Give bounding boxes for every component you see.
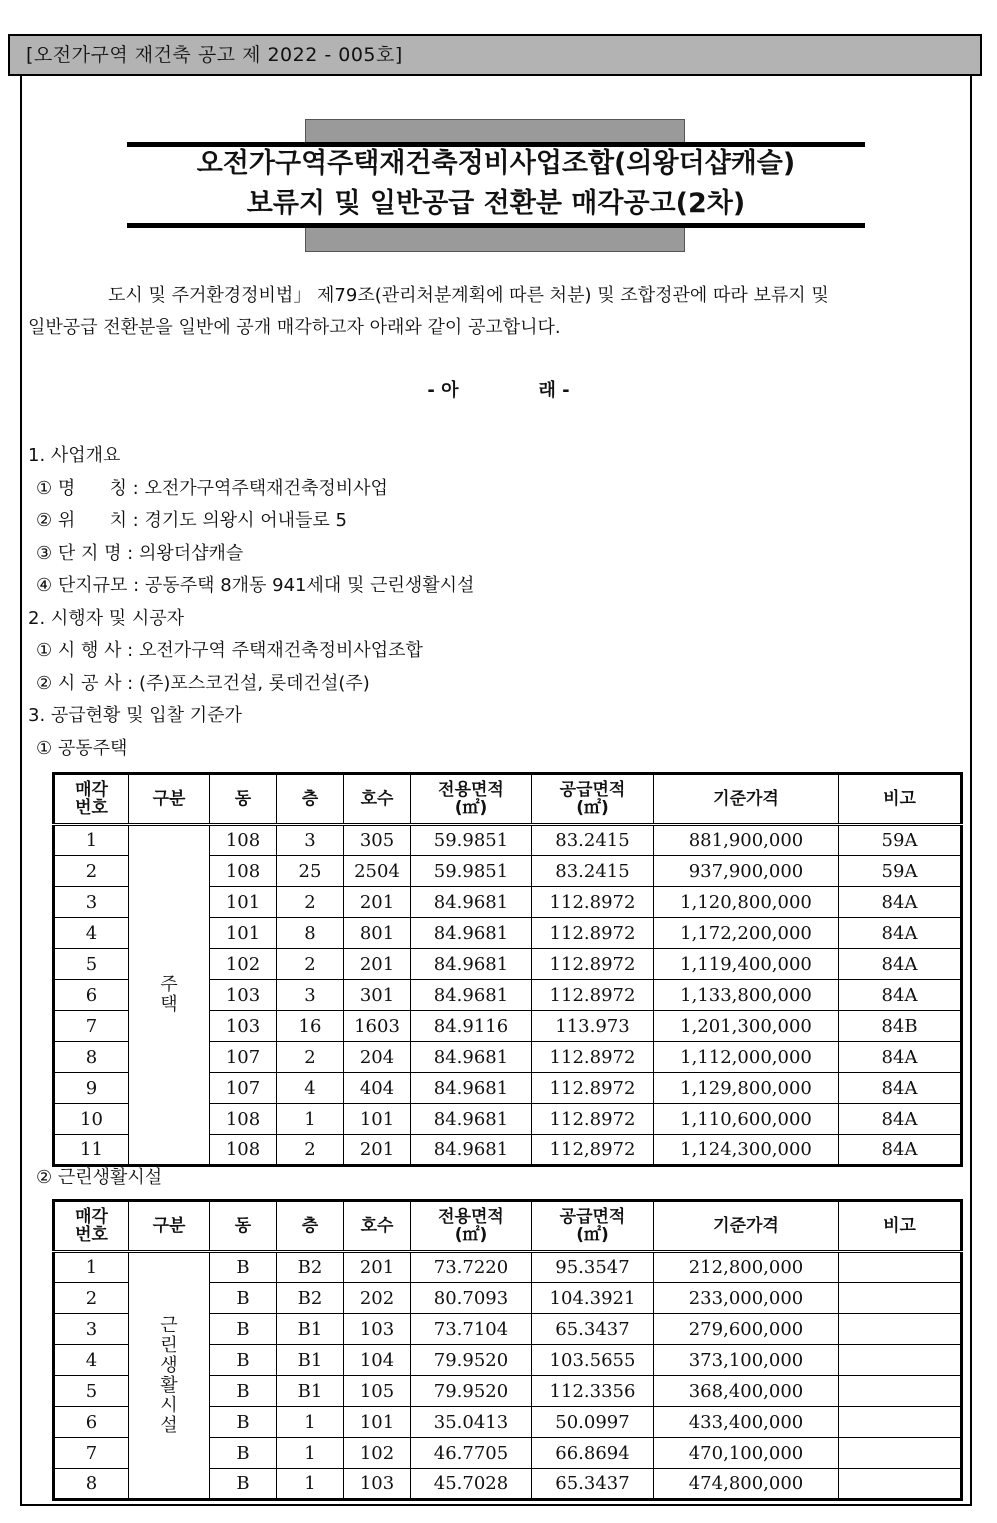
cell-supply-area: 112.8972 — [532, 1042, 654, 1073]
cell-sale-no: 4 — [54, 1345, 129, 1376]
cell-dong: B — [210, 1314, 277, 1345]
cell-base-price: 368,400,000 — [654, 1376, 839, 1407]
cell-unit: 103 — [344, 1469, 411, 1500]
cell-exclusive-area: 45.7028 — [411, 1469, 532, 1500]
col-floor: 층 — [277, 1201, 344, 1252]
cell-sale-no: 5 — [54, 949, 129, 980]
cell-unit: 101 — [344, 1104, 411, 1135]
table-row — [54, 825, 962, 856]
col-category: 구분 — [129, 1201, 210, 1252]
housing-table-header — [54, 774, 962, 825]
cell-supply-area: 112.8972 — [532, 1073, 654, 1104]
cell-unit: 201 — [344, 1135, 411, 1166]
cell-sale-no: 2 — [54, 1283, 129, 1314]
cell-base-price: 474,800,000 — [654, 1469, 839, 1500]
notice-number-bar: [오전가구역 재건축 공고 제 2022 - 005호] — [8, 34, 982, 76]
cell-exclusive-area: 84.9681 — [411, 1104, 532, 1135]
cell-floor: B1 — [277, 1314, 344, 1345]
cell-floor: 8 — [277, 918, 344, 949]
outline — [28, 440, 474, 765]
cell-exclusive-area: 84.9681 — [411, 980, 532, 1011]
cell-note — [839, 1438, 962, 1469]
cell-dong: B — [210, 1376, 277, 1407]
cell-dong: 107 — [210, 1042, 277, 1073]
cell-floor: B2 — [277, 1252, 344, 1283]
cell-unit: 101 — [344, 1407, 411, 1438]
cell-sale-no: 6 — [54, 1407, 129, 1438]
cell-sale-no: 10 — [54, 1104, 129, 1135]
cell-floor: 1 — [277, 1438, 344, 1469]
cell-exclusive-area: 73.7104 — [411, 1314, 532, 1345]
housing-table — [52, 772, 963, 1167]
cell-unit: 305 — [344, 825, 411, 856]
col-note: 비고 — [839, 1201, 962, 1252]
cell-supply-area: 112.8972 — [532, 980, 654, 1011]
cell-supply-area: 112.8972 — [532, 918, 654, 949]
cell-supply-area: 65.3437 — [532, 1469, 654, 1500]
cell-unit: 801 — [344, 918, 411, 949]
cell-note — [839, 1469, 962, 1500]
cell-floor: B1 — [277, 1345, 344, 1376]
cell-note — [839, 1345, 962, 1376]
cell-note: 84A — [839, 1135, 962, 1166]
cell-note: 84A — [839, 918, 962, 949]
cell-sale-no: 11 — [54, 1135, 129, 1166]
cell-sale-no: 8 — [54, 1042, 129, 1073]
cell-supply-area: 66.8694 — [532, 1438, 654, 1469]
cell-base-price: 1,124,300,000 — [654, 1135, 839, 1166]
cell-unit: 102 — [344, 1438, 411, 1469]
cell-sale-no: 8 — [54, 1469, 129, 1500]
cell-note: 59A — [839, 856, 962, 887]
cell-unit: 201 — [344, 949, 411, 980]
cell-exclusive-area: 79.9520 — [411, 1345, 532, 1376]
cell-floor: B2 — [277, 1283, 344, 1314]
cell-exclusive-area: 59.9851 — [411, 825, 532, 856]
cell-sale-no: 7 — [54, 1438, 129, 1469]
cell-dong: B — [210, 1252, 277, 1283]
cell-base-price: 1,129,800,000 — [654, 1073, 839, 1104]
cell-note — [839, 1407, 962, 1438]
cell-supply-area: 50.0997 — [532, 1407, 654, 1438]
cell-exclusive-area: 80.7093 — [411, 1283, 532, 1314]
cell-note — [839, 1252, 962, 1283]
cell-base-price: 1,110,600,000 — [654, 1104, 839, 1135]
cell-floor: 2 — [277, 1042, 344, 1073]
cell-base-price: 212,800,000 — [654, 1252, 839, 1283]
col-supply-area: 공급면적 (㎡) — [532, 774, 654, 825]
cell-dong: 103 — [210, 1011, 277, 1042]
cell-floor: 2 — [277, 887, 344, 918]
cell-dong: 108 — [210, 1135, 277, 1166]
cell-supply-area: 112,8972 — [532, 1135, 654, 1166]
housing-table-body — [54, 825, 962, 1166]
cell-supply-area: 65.3437 — [532, 1314, 654, 1345]
cell-sale-no: 9 — [54, 1073, 129, 1104]
cell-unit: 103 — [344, 1314, 411, 1345]
cell-dong: 103 — [210, 980, 277, 1011]
section-1-item-complex-size: ④ 단지규모 : 공동주택 8개동 941세대 및 근린생활시설 — [36, 575, 475, 596]
cell-supply-area: 112.8972 — [532, 949, 654, 980]
cell-floor: 25 — [277, 856, 344, 887]
col-unit: 호수 — [344, 774, 411, 825]
section-1-item-name: ① 명 칭 : 오전가구역주택재건축정비사업 — [36, 477, 388, 499]
cell-sale-no: 2 — [54, 856, 129, 887]
title-line-2: 보류지 및 일반공급 전환분 매각공고(2차) — [246, 188, 746, 219]
col-exclusive-area: 전용면적 (㎡) — [411, 1201, 532, 1252]
cell-floor: 1 — [277, 1407, 344, 1438]
cell-sale-no: 7 — [54, 1011, 129, 1042]
cell-base-price: 233,000,000 — [654, 1283, 839, 1314]
cell-sale-no: 5 — [54, 1376, 129, 1407]
cell-note — [839, 1376, 962, 1407]
section-2-item-constructor: ② 시 공 사 : (주)포스코건설, 롯데건설(주) — [36, 672, 370, 694]
cell-dong: 101 — [210, 918, 277, 949]
col-dong: 동 — [210, 1201, 277, 1252]
cell-unit: 1603 — [344, 1011, 411, 1042]
cell-unit: 202 — [344, 1283, 411, 1314]
cell-base-price: 1,112,000,000 — [654, 1042, 839, 1073]
cell-note — [839, 1314, 962, 1345]
col-supply-area: 공급면적 (㎡) — [532, 1201, 654, 1252]
cell-base-price: 937,900,000 — [654, 856, 839, 887]
cell-note: 84A — [839, 1073, 962, 1104]
cell-unit: 201 — [344, 1252, 411, 1283]
cell-unit: 104 — [344, 1345, 411, 1376]
cell-base-price: 881,900,000 — [654, 825, 839, 856]
cell-supply-area: 112.3356 — [532, 1376, 654, 1407]
cell-note: 59A — [839, 825, 962, 856]
cell-unit: 204 — [344, 1042, 411, 1073]
section-1-item-complex-name: ③ 단 지 명 : 의왕더샵캐슬 — [36, 542, 244, 564]
col-base-price: 기준가격 — [654, 774, 839, 825]
cell-base-price: 1,119,400,000 — [654, 949, 839, 980]
section-3-heading: 3. 공급현황 및 입찰 기준가 — [28, 705, 242, 726]
cell-supply-area: 113.973 — [532, 1011, 654, 1042]
table-row — [54, 1252, 962, 1283]
cell-floor: 1 — [277, 1104, 344, 1135]
cell-sale-no: 3 — [54, 1314, 129, 1345]
commercial-table-header — [54, 1201, 962, 1252]
cell-base-price: 470,100,000 — [654, 1438, 839, 1469]
cell-category: 근 린 생 활 시 설 — [129, 1252, 210, 1500]
cell-floor: 16 — [277, 1011, 344, 1042]
cell-sale-no: 4 — [54, 918, 129, 949]
cell-dong: B — [210, 1345, 277, 1376]
intro-paragraph — [28, 280, 968, 344]
below-heading — [0, 376, 997, 402]
col-unit: 호수 — [344, 1201, 411, 1252]
cell-note: 84A — [839, 980, 962, 1011]
cell-exclusive-area: 59.9851 — [411, 856, 532, 887]
cell-exclusive-area: 84.9681 — [411, 949, 532, 980]
commercial-table — [52, 1199, 963, 1501]
cell-dong: B — [210, 1407, 277, 1438]
section-2-heading: 2. 시행자 및 시공자 — [28, 607, 185, 629]
cell-floor: 2 — [277, 949, 344, 980]
section-3-commercial-label: ② 근린생활시설 — [36, 1167, 163, 1188]
cell-unit: 301 — [344, 980, 411, 1011]
cell-exclusive-area: 79.9520 — [411, 1376, 532, 1407]
cell-supply-area: 112.8972 — [532, 1104, 654, 1135]
section-1-heading: 1. 사업개요 — [28, 445, 121, 466]
section-1-item-location: ② 위 치 : 경기도 의왕시 어내들로 5 — [36, 510, 347, 531]
cell-exclusive-area: 35.0413 — [411, 1407, 532, 1438]
col-note: 비고 — [839, 774, 962, 825]
col-sale-no: 매각 번호 — [54, 774, 129, 825]
title-decoration-bottom — [305, 226, 685, 252]
col-dong: 동 — [210, 774, 277, 825]
cell-dong: B — [210, 1283, 277, 1314]
cell-dong: 108 — [210, 856, 277, 887]
cell-exclusive-area: 84.9681 — [411, 887, 532, 918]
cell-floor: B1 — [277, 1376, 344, 1407]
cell-sale-no: 1 — [54, 825, 129, 856]
cell-note: 84B — [839, 1011, 962, 1042]
cell-floor: 4 — [277, 1073, 344, 1104]
cell-base-price: 279,600,000 — [654, 1314, 839, 1345]
title-rule-bottom — [127, 223, 865, 228]
cell-supply-area: 95.3547 — [532, 1252, 654, 1283]
cell-dong: 108 — [210, 825, 277, 856]
col-category: 구분 — [129, 774, 210, 825]
cell-sale-no: 3 — [54, 887, 129, 918]
section-2-item-developer: ① 시 행 사 : 오전가구역 주택재건축정비사업조합 — [36, 640, 423, 661]
cell-exclusive-area: 84.9681 — [411, 1073, 532, 1104]
cell-dong: 102 — [210, 949, 277, 980]
cell-sale-no: 6 — [54, 980, 129, 1011]
cell-sale-no: 1 — [54, 1252, 129, 1283]
col-base-price: 기준가격 — [654, 1201, 839, 1252]
below-heading-left: - 아 — [427, 380, 459, 401]
cell-supply-area: 83.2415 — [532, 825, 654, 856]
cell-base-price: 1,201,300,000 — [654, 1011, 839, 1042]
cell-base-price: 373,100,000 — [654, 1345, 839, 1376]
cell-dong: B — [210, 1438, 277, 1469]
cell-supply-area: 83.2415 — [532, 856, 654, 887]
intro-line-2: 일반공급 전환분을 일반에 공개 매각하고자 아래와 같이 공고합니다. — [28, 317, 561, 338]
cell-exclusive-area: 84.9681 — [411, 918, 532, 949]
cell-exclusive-area: 84.9116 — [411, 1011, 532, 1042]
cell-floor: 2 — [277, 1135, 344, 1166]
commercial-table-body — [54, 1252, 962, 1500]
cell-supply-area: 104.3921 — [532, 1283, 654, 1314]
cell-exclusive-area: 84.9681 — [411, 1135, 532, 1166]
cell-unit: 2504 — [344, 856, 411, 887]
cell-supply-area: 112.8972 — [532, 887, 654, 918]
cell-dong: 101 — [210, 887, 277, 918]
cell-floor: 3 — [277, 980, 344, 1011]
cell-base-price: 433,400,000 — [654, 1407, 839, 1438]
col-floor: 층 — [277, 774, 344, 825]
cell-base-price: 1,120,800,000 — [654, 887, 839, 918]
col-exclusive-area: 전용면적 (㎡) — [411, 774, 532, 825]
cell-category: 주 택 — [129, 825, 210, 1166]
cell-dong: B — [210, 1469, 277, 1500]
cell-supply-area: 103.5655 — [532, 1345, 654, 1376]
section-3-housing-label: ① 공동주택 — [36, 737, 128, 759]
cell-exclusive-area: 46.7705 — [411, 1438, 532, 1469]
cell-dong: 108 — [210, 1104, 277, 1135]
cell-exclusive-area: 73.7220 — [411, 1252, 532, 1283]
cell-base-price: 1,172,200,000 — [654, 918, 839, 949]
below-heading-right: 래 - — [538, 380, 570, 401]
cell-floor: 3 — [277, 825, 344, 856]
cell-unit: 105 — [344, 1376, 411, 1407]
title-line-1: 오전가구역주택재건축정비사업조합(의왕더샵캐슬) — [196, 148, 796, 179]
cell-floor: 1 — [277, 1469, 344, 1500]
cell-base-price: 1,133,800,000 — [654, 980, 839, 1011]
cell-note — [839, 1283, 962, 1314]
cell-unit: 201 — [344, 887, 411, 918]
cell-exclusive-area: 84.9681 — [411, 1042, 532, 1073]
cell-note: 84A — [839, 949, 962, 980]
cell-note: 84A — [839, 1042, 962, 1073]
col-sale-no: 매각 번호 — [54, 1201, 129, 1252]
cell-note: 84A — [839, 1104, 962, 1135]
intro-line-1: 도시 및 주거환경정비법」 제79조(관리처분계획에 따른 처분) 및 조합정관에 따라 보류지 및 — [108, 285, 829, 306]
cell-unit: 404 — [344, 1073, 411, 1104]
cell-dong: 107 — [210, 1073, 277, 1104]
cell-note: 84A — [839, 887, 962, 918]
